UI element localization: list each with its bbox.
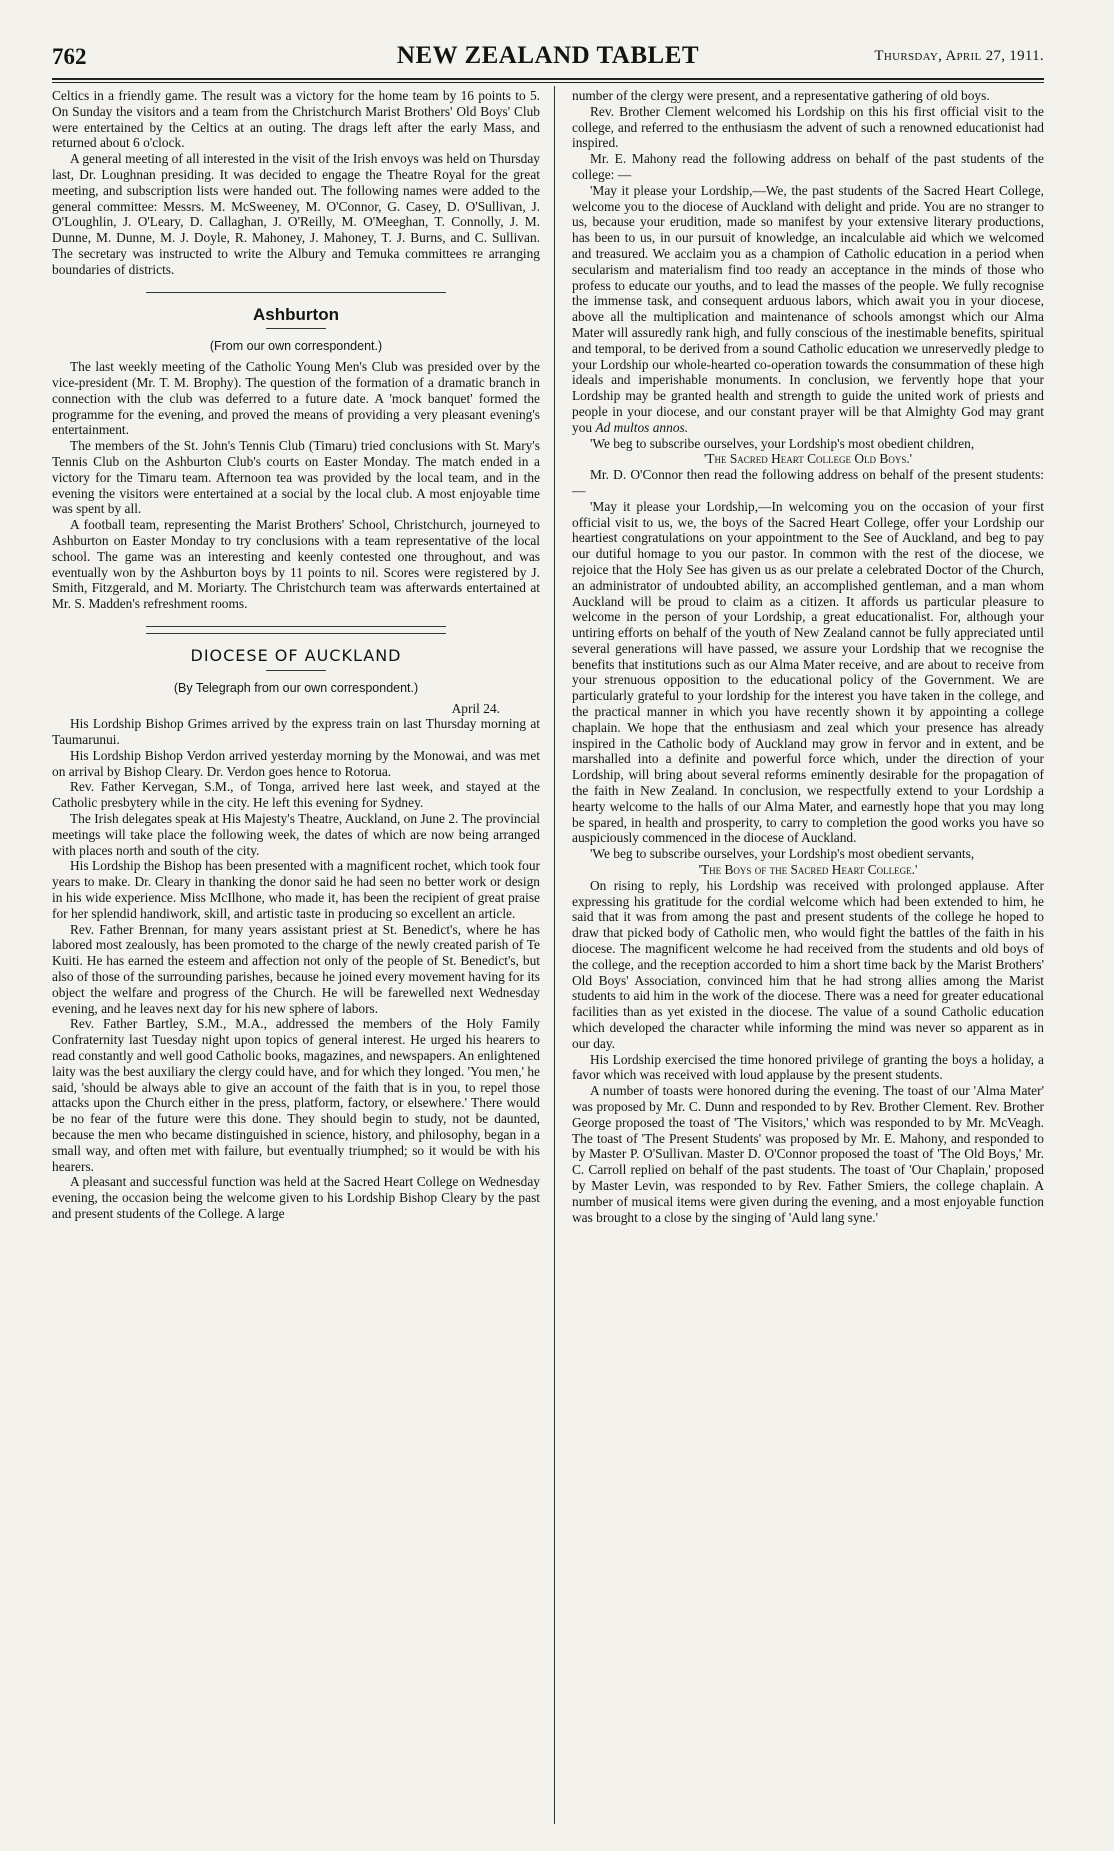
article-paragraph: Mr. D. O'Connor then read the following address on behalf of the present students: — bbox=[572, 467, 1044, 498]
address-signature: 'The Sacred Heart College Old Boys.' bbox=[703, 451, 913, 467]
article-paragraph: His Lordship Bishop Grimes arrived by the express train on last Thursday morning at Taumarunui. bbox=[52, 716, 540, 748]
article-paragraph: Celtics in a friendly game. The result was a victory for the home team by 16 points to 5. On Sunday the visitors and a team from the Christchurch Marist Brothers' Old Boys' Club were entertained by the Celtics at an outing. The drags left after the early Mass, and returned about 6 o'clock. bbox=[52, 88, 540, 151]
article-paragraph: The Irish delegates speak at His Majesty's Theatre, Auckland, on June 2. The provincial meetings will take place the following week, the dates of which are now being arranged with places north and south of the city. bbox=[52, 811, 540, 858]
section-divider bbox=[146, 626, 446, 627]
section-heading-ashburton: Ashburton bbox=[253, 304, 339, 324]
dateline: April 24. bbox=[451, 700, 500, 716]
article-paragraph: A general meeting of all interested in the visit of the Irish envoys was held on Thursday last, Dr. Loughnan presiding. It was decided to engage the Theatre Royal for the great meeting, and subscription lists were handed out. The following names were added to the general committee: Messrs. M. McSweeney, M. O'Connor, G. Casey, D. O'Sullivan, J. O'Loughlin, J. O'Leary, D. Callaghan, J. O'Reilly, M. O'Meeghan, T. Connolly, J. M. Dunne, M. Dunne, M. J. Doyle, R. Mahoney, J. Mahoney, T. J. Burns, and C. Sullivan. The secretary was instructed to write the Albury and Temuka committees re arranging boundaries of districts. bbox=[52, 151, 540, 277]
article-paragraph: On rising to reply, his Lordship was received with prolonged applause. After expressing his gratitude for the cordial welcome which had been extended to him, he said that it was from among the past and present students of the college he hoped to draw that picked body of Catholic men, who would fight the battles of the faith in his diocese. The magnificent welcome he had received from the students and old boys of the college, and the reception accorded to him a short time back by the Marist Brothers' Old Boys' Association, convinced him that he had strong allies among the Marist students to aid him in the work of the diocese. There was a need for greater educational facilities than as yet existed in the diocese. The value of a sound Catholic education which developed the character while informing the mind was never so apparent as in our day. bbox=[572, 877, 1044, 1051]
header-rule bbox=[52, 78, 1044, 80]
paper-title: NEW ZEALAND TABLET bbox=[396, 42, 700, 69]
article-paragraph: A pleasant and successful function was held at the Sacred Heart College on Wednesday evening, the occasion being the welcome given to his Lordship Bishop Cleary by the past and present students of the College. A large bbox=[52, 1174, 540, 1221]
article-paragraph: A number of toasts were honored during the evening. The toast of our 'Alma Mater' was proposed by Mr. C. Dunn and responded to by Rev. Brother Clement. Rev. Brother George proposed the toast of 'The Visitors,' which was responded to by Mr. McVeagh. The toast of 'The Present Students' was proposed by Mr. E. Mahony, and responded to by Master P. O'Sullivan. Master D. O'Connor proposed the toast of 'The Old Boys,' Mr. C. Carroll replied on behalf of the past students. The toast of 'Our Chaplain,' proposed by Master Levin, was responded to by Rev. Father Smiers, the college chaplain. A number of musical items were given during the evening, and a most enjoyable function was brought to a close by the singing of 'Auld lang syne.' bbox=[572, 1083, 1044, 1225]
article-paragraph: His Lordship exercised the time honored privilege of granting the boys a holiday, a favor which was received with loud applause by the present students. bbox=[572, 1051, 1044, 1083]
address-text: 'May it please your Lordship,—We, the past students of the Sacred Heart College, welcome you to the diocese of Auckland with delight and pride. You are no stranger to us, because your erudition, made so manifest by your extensive literary productions, has been to us, in our pursuit of knowledge, an incalculable aid which we welcomed and treasured. We acclaim you as a champion of Catholic education in a period when secularism and materialism find too ready an acceptance in the minds of those who profess to educate our youths, and to lead the masses of the people. We fully recognise the immense task, and consequent arduous labors, which await you in your diocese, above all the multiplication and maintenance of schools amongst which our Alma Mater will assuredly rank high, and fully conscious of the inestimable benefits, spiritual and temporal, to be derived from a sound Catholic education we unreservedly pledge to your Lordship our whole-hearted co-operation towards the consummation of these high ideals and imperishable monuments. In conclusion, we fervently hope that your Lordship may be granted health and strength to guide the united work of priests and people in your diocese, and our constant prayer will be that Almighty God may grant you bbox=[572, 182, 1044, 435]
article-paragraph: His Lordship the Bishop has been presented with a magnificent rochet, which took four years to make. Dr. Cleary in thanking the donor said he had seen no better work or design in his wide experience. Miss McIlhone, who made it, has been the recipient of great praise for her splendid handiwork, skill, and artistic taste in producing so excellent an article. bbox=[52, 858, 540, 921]
article-paragraph: number of the clergy were present, and a representative gathering of old boys. bbox=[572, 88, 990, 103]
article-paragraph: The members of the St. John's Tennis Club (Timaru) tried conclusions with St. Mary's Tennis Club on the Ashburton Club's courts on Easter Monday. The match ended in a victory for the Timaru team. Afternoon tea was provided by the local team, and in the evening the visitors were entertained at a social by the local club. A most enjoyable time was spent by all. bbox=[52, 438, 540, 517]
left-column bbox=[52, 88, 540, 1828]
section-divider bbox=[146, 292, 446, 293]
article-paragraph: The last weekly meeting of the Catholic Young Men's Club was presided over by the vice-president (Mr. T. M. Brophy). The question of the formation of a dramatic branch in connection with the club was deferred to a future date. A 'mock banquet' formed the programme for the evening, and proved the means of providing a very pleasant evening's entertainment. bbox=[52, 359, 540, 438]
header-rule-thin bbox=[52, 82, 1044, 83]
article-paragraph: Rev. Brother Clement welcomed his Lordship on this his first official visit to the college, and referred to the enthusiasm the advent of such a renowned educationist had inspired. bbox=[572, 103, 1044, 151]
short-rule bbox=[266, 670, 326, 671]
article-paragraph: 'May it please your Lordship,—In welcoming you on the occasion of your first official visit to us, we, the boys of the Sacred Heart College, offer your Lordship our heartiest congratulations on your appointment to the See of Auckland, and beg to pay our dutiful homage to you our pastor. In common with the rest of the diocese, we rejoice that the Holy See has given us as our prelate a celebrated Doctor of the Church, an administrator of undoubted ability, an accomplished gentleman, and a man whom Auckland will be proud to claim as a citizen. It affords us particular pleasure to welcome in the person of your Lordship, a great educationalist. For, although your untiring efforts on behalf of the youth of New Zealand cannot be fully appreciated until several generations will have passed, we assure your Lordship that we recognise the benefits that institutions such as our Alma Mater receive, and are about to receive from your strenuous opposition to the educational policy of the Government. We are particularly grateful to your lordship for the interest you have taken in the college, and the practical manner in which you have recently shown it by appointing a college chaplain. We hope that the enthusiasm and zeal which your presence has already inspired in the Catholic body of Auckland may grow in fervor and in extent, and be marshalled into a definite and powerful force which, under the direction of your Lordship, will bring about several reforms eminently desirable for the propagation of the faith in New Zealand. In conclusion, we respectfully extend to your Lordship a hearty welcome to the halls of our Alma Mater, and earnestly hope that you may long be spared, in health and prosperity, to carry to completion the good works you have so auspiciously commenced in the diocese of Auckland. bbox=[572, 498, 1044, 846]
section-heading-auckland: DIOCESE OF AUCKLAND bbox=[190, 645, 402, 665]
column-divider bbox=[554, 86, 555, 1824]
address-paragraph bbox=[572, 183, 1044, 436]
article-paragraph: 'We beg to subscribe ourselves, your Lordship's most obedient children, bbox=[590, 435, 975, 451]
byline: (By Telegraph from our own correspondent.) bbox=[173, 680, 419, 695]
page-number: 762 bbox=[52, 44, 87, 69]
article-paragraph: Rev. Father Bartley, S.M., M.A., addressed the members of the Holy Family Confraternity last Tuesday night upon topics of general interest. He urged his hearers to read constantly and well good Catholic books, magazines, and newspapers. An enlightened laity was the best auxiliary the clergy could have, and for which they longed. 'You men,' he said, 'should be always able to give an account of the faith that is in you, to repel those attacks upon the Church either in the press, platform, factory, or elsewhere.' There would be no fear of the future were this done. They should begin to study, not be daunted, because the men who became distinguished in science, history, and philosophy, began in a small way, and often met with failure, but eventually triumphed; so it would be with his hearers. bbox=[52, 1016, 540, 1174]
article-paragraph: 'We beg to subscribe ourselves, your Lordship's most obedient servants, bbox=[590, 846, 975, 862]
short-rule bbox=[266, 328, 326, 329]
article-paragraph: His Lordship Bishop Verdon arrived yesterday morning by the Monowai, and was met on arrival by Bishop Cleary. Dr. Verdon goes hence to Rotorua. bbox=[52, 747, 540, 779]
right-column bbox=[572, 88, 1044, 1828]
section-divider bbox=[146, 633, 446, 634]
article-paragraph: Rev. Father Brennan, for many years assistant priest at St. Benedict's, where he has labored most zealously, has been promoted to the charge of the newly created parish of Te Kuiti. He has earned the esteem and affection not only of the people of St. Benedict's, but also of those of the surrounding parishes, because he joined every movement having for its object the welfare and progress of the Church. He will be farewelled next Wednesday evening, and he leaves next day for his new sphere of labors. bbox=[52, 921, 540, 1016]
address-signature: 'The Boys of the Sacred Heart College.' bbox=[698, 862, 918, 878]
latin-phrase: Ad multos annos. bbox=[595, 419, 689, 435]
byline: (From our own correspondent.) bbox=[209, 339, 383, 354]
issue-date: Thursday, April 27, 1911. bbox=[874, 48, 1044, 64]
article-paragraph: Mr. E. Mahony read the following address on behalf of the past students of the college: — bbox=[572, 151, 1044, 182]
article-paragraph: Rev. Father Kervegan, S.M., of Tonga, arrived here last week, and stayed at the Catholic presbytery while in the city. He left this evening for Sydney. bbox=[52, 779, 540, 811]
masthead bbox=[52, 42, 1044, 76]
article-paragraph: A football team, representing the Marist Brothers' School, Christchurch, journeyed to Ashburton on Easter Monday to try conclusions with a team representative of the local school. The game was an interesting and keenly contested one throughout, and was eventually won by the Ashburton boys by 11 points to nil. Scores were registered by J. Smith, Fitzgerald, and M. Moriarty. The Christchurch team was afterwards entertained at Mr. S. Madden's refreshment rooms. bbox=[52, 517, 540, 612]
